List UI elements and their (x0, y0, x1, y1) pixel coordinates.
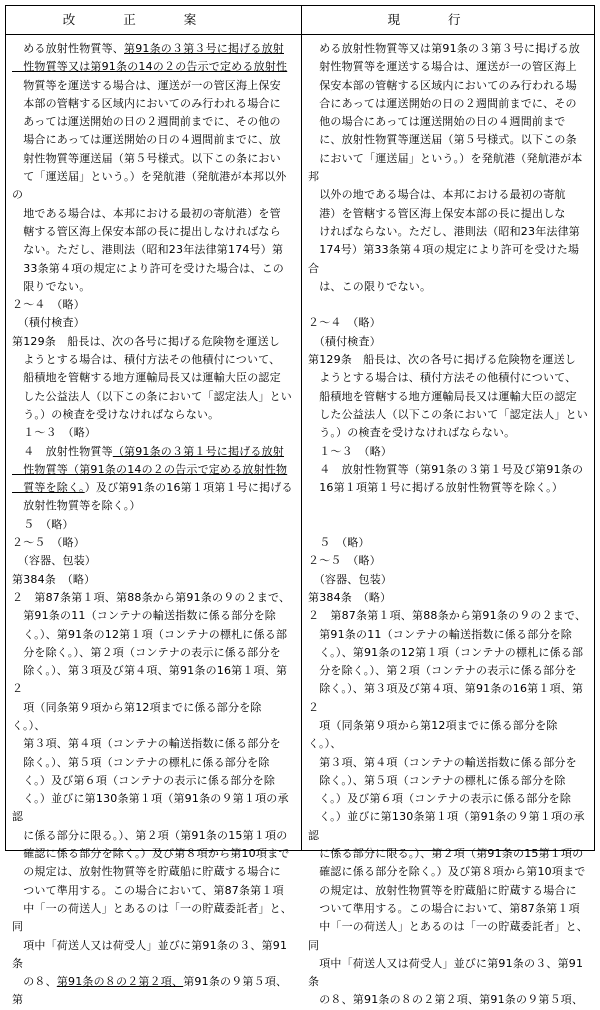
text-line: の規定は、放射性物質等を貯蔵船に貯蔵する場合に (12, 865, 281, 879)
text-line: 地である場合は、本邦における最初の寄航港）を管 (12, 206, 281, 220)
text-line: 除く。）、第５項（コンテナの標札に係る部分を除 (308, 773, 566, 787)
blank-line (308, 296, 590, 314)
text-line: 確認に係る部分を除く。）及び第８項から第10項まで (308, 865, 586, 879)
text-line: 項（同条第９項から第12項までに係る部分を除く。）、 (12, 700, 262, 732)
blank-line (308, 516, 590, 534)
text-line: 船積地を管轄する地方運輸局長又は運輸大臣の認定 (12, 371, 281, 385)
text-line: 確認に係る部分を除く。）及び第８項から第10項まで (12, 847, 290, 861)
text-line: 項中「荷送人又は荷受人」並びに第91条の３、第91条 (308, 956, 584, 989)
text-line: ければならない。ただし、港則法（昭和23年法律第 (308, 224, 580, 238)
text-line: く。）及び第６項（コンテナの表示に係る部分を除 (308, 792, 572, 806)
text-line: 性物質等又は第91条の14の２の告示で定める放射性 (12, 60, 288, 74)
text-line: 射性物質等運送届（第５号様式。以下この条におい (12, 151, 281, 165)
current-column (308, 40, 590, 1010)
text-line: 第384条 （略） (308, 590, 392, 604)
text-line: 合にあっては運送開始の日の２週間前までに、その (308, 96, 577, 110)
text-line: 除く。）、第３項及び第４項、第91条の16第１項、第２ (12, 664, 288, 696)
text-line: 以外の地である場合は、本邦における最初の寄航 (308, 188, 566, 202)
text-line: く。）、第91条の12第１項（コンテナの標札に係る部 (12, 627, 288, 641)
header-amendment: 改正案 (62, 12, 245, 27)
text-line: う。）の検査を受けなければならない。 (12, 407, 220, 421)
text-line: ４ 放射性物質等（第91条の３第１号及び第91条の (308, 462, 584, 476)
text-line: あっては運送開始の日の２週間前までに、その他の (12, 115, 281, 129)
text-line: める放射性物質等又は第91条の３第３号に掲げる放 (308, 42, 580, 55)
blank-line (308, 497, 590, 515)
text-line: ２ 第87条第１項、第88条から第91条の９の２まで、 (12, 590, 291, 604)
section-heading: （容器、包装） (308, 572, 393, 586)
text-line: した公益法人（以下この条において「認定法人」とい (12, 389, 292, 403)
section-heading: （積付検査） (308, 334, 381, 348)
text-line: 性物質等（第91条の14の２の告示で定める放射性物 (12, 462, 288, 476)
text-line: 場合にあっては運送開始の日の４週間前までに、放 (12, 133, 281, 147)
text-line: う。）の検査を受けなければならない。 (308, 426, 516, 440)
text-line: ２～４ （略） (308, 316, 381, 330)
text-line: 中「一の荷送人」とあるのは「一の貯蔵委託者」と、同 (12, 901, 292, 934)
text-line: 分を除く。）、第２項（コンテナの表示に係る部分を (12, 645, 281, 659)
text-line: 除く。）、第３項及び第４項、第91条の16第１項、第２ (308, 682, 584, 714)
text-line: の規定は、放射性物質等を貯蔵船に貯蔵する場合に (308, 883, 577, 897)
text-line: １～３ （略） (12, 426, 97, 440)
text-line: 船積地を管轄する地方運輸局長又は運輸大臣の認定 (308, 389, 577, 403)
text-line: 限りでない。 (12, 279, 91, 293)
text-line: 放射性物質等を除く。） (12, 499, 141, 513)
text-line: 第384条 （略） (12, 572, 96, 586)
text-line: ５ （略） (308, 536, 370, 550)
section-heading: （積付検査） (12, 316, 85, 330)
text-line: 射性物質等を運送する場合は、運送が一の管区海上 (308, 60, 577, 74)
text-line: める放射性物質等、第91条の３第３号に掲げる放射 (12, 42, 284, 55)
text-line: ２～５ （略） (12, 536, 85, 550)
text-line: ついて準用する。この場合において、第87条第１項 (308, 901, 580, 915)
text-line: ない。ただし、港則法（昭和23年法律第174号）第 (12, 243, 284, 257)
text-line: 中「一の荷送人」とあるのは「一の貯蔵委託者」と、同 (308, 920, 588, 952)
text-line: 除く。）、第５項（コンテナの標札に係る部分を除 (12, 755, 270, 769)
text-line: く。）及び第６項（コンテナの表示に係る部分を除 (12, 773, 276, 787)
text-line: の８、第91条の８の２第２項、第91条の９第５項、第 (12, 975, 288, 1007)
text-line: において「運送届」という。）を発航港（発航港が本邦 (308, 151, 583, 184)
text-line: 第91条の11（コンテナの輸送指数に係る部分を除 (308, 627, 572, 641)
text-line: ようとする場合は、積付方法その他積付について、 (12, 353, 281, 367)
text-line: 轄する管区海上保安本部の長に提出しなければなら (12, 224, 281, 238)
text-line: 174号）第33条第４項の規定により許可を受けた場合 (308, 243, 580, 275)
header-current: 現行 (387, 12, 509, 27)
text-line: ４ 放射性物質等（第91条の３第１号に掲げる放射 (12, 444, 285, 458)
amendment-column (12, 40, 294, 1010)
text-line: 他の場合にあっては運送開始の日の４週間前まで (308, 115, 566, 129)
text-line: 物質等を運送する場合は、運送が一の管区海上保安 (12, 78, 281, 92)
text-line: 分を除く。）、第２項（コンテナの表示に係る部分を (308, 664, 577, 678)
text-line: ２～５ （略） (308, 554, 381, 568)
text-line: 第91条の11（コンテナの輸送指数に係る部分を除 (12, 609, 276, 623)
text-line: く。）、第91条の12第１項（コンテナの標札に係る部 (308, 645, 584, 659)
text-line: て「運送届」という。）を発航港（発航港が本邦以外の (12, 170, 287, 202)
text-line: 質等を除く。）及び第91条の16第１項第１号に掲げる (12, 481, 293, 495)
text-line: 16第１項第１号に掲げる放射性物質等を除く。） (308, 481, 564, 495)
text-line: ようとする場合は、積付方法その他積付について、 (308, 371, 577, 385)
text-line: に、放射性物質等運送届（第５号様式。以下この条 (308, 133, 577, 147)
text-line: 第３項、第４項（コンテナの輸送指数に係る部分を (12, 737, 281, 751)
text-line: 第３項、第４項（コンテナの輸送指数に係る部分を (308, 755, 577, 769)
text-line: 港）を管轄する管区海上保安本部の長に提出しな (308, 206, 566, 220)
text-line: ２～４ （略） (12, 298, 85, 312)
text-line: の８、第91条の８の２第２項、第91条の９第５項、 (308, 993, 584, 1007)
section-heading: （容器、包装） (12, 554, 97, 568)
text-line: に係る部分に限る。）、第２項（第91条の15第１項の (12, 828, 288, 842)
text-line: 保安本部の管轄する区域内においてのみ行われる場 (308, 78, 577, 92)
text-line: 項（同条第９項から第12項までに係る部分を除く。）、 (308, 718, 558, 751)
text-line: ５ （略） (12, 517, 74, 531)
text-line: 本部の管轄する区域内においてのみ行われる場合に (12, 96, 281, 110)
text-line: した公益法人（以下この条において「認定法人」とい (308, 407, 588, 421)
text-line: １～３ （略） (308, 444, 393, 458)
text-line: は、この限りでない。 (308, 279, 432, 293)
text-line: 項中「荷送人又は荷受人」並びに第91条の３、第91条 (12, 938, 288, 970)
text-line: く。）並びに第130条第１項（第91条の９第１項の承認 (12, 792, 289, 824)
table-header (6, 6, 594, 35)
text-line: に係る部分に限る。）、第２項（第91条の15第１項の (308, 847, 584, 861)
column-divider (301, 6, 302, 850)
text-line: 第129条 船長は、次の各号に掲げる危険物を運送し (308, 353, 576, 367)
text-line: ついて準用する。この場合において、第87条第１項 (12, 883, 284, 897)
text-line: 第129条 船長は、次の各号に掲げる危険物を運送し (12, 334, 280, 348)
text-line: 33条第４項の規定により許可を受けた場合は、この (12, 261, 284, 275)
comparison-table (5, 5, 595, 1007)
text-line: ２ 第87条第１項、第88条から第91条の９の２まで、 (308, 609, 587, 623)
text-line: く。）並びに第130条第１項（第91条の９第１項の承認 (308, 810, 585, 842)
